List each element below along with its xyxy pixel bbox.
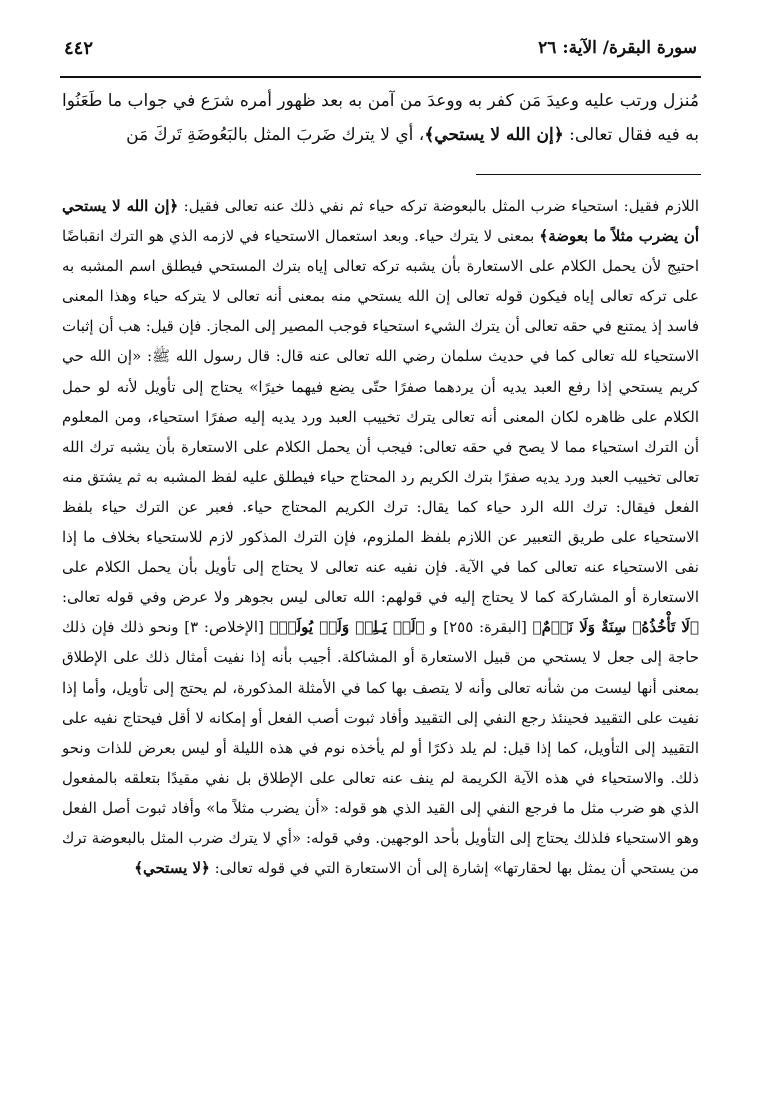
surah-title: سورة البقرة/ الآية: ٢٦ [538,38,697,58]
footnote-separator [476,174,701,175]
footnotes [60,191,701,883]
quran-verse: ﴿لَمۡ يَـلِدۡ وَلَمۡ يُولَدۡ﴾ [269,618,425,637]
main-text-before: مُنزل ورتب عليه وعيدَ مَن كفر به ووعدَ من آمن به بعد ظهور أمره شرَع في جواب ما طَعَنُوا به فيه فقال تعالى: [62,91,699,145]
page-header [60,26,701,78]
quran-verse: ﴿لا يستحي﴾ [134,859,210,878]
page-number: ٤٤٢ [64,38,94,59]
main-paragraph [62,84,699,152]
footnote-text: [الإخلاص: ٣] ونحو ذلك فإن ذلك حاجة إلى جعل لا يستحي من قبيل الاستعارة أو المشاكلة. أجيب بأنه إذا نفيت أمثال ذلك على الإطلاق بمعنى أنها ليست من شأنه تعالى وأنه لا يتصف بها كما في الأمثلة المذكورة، لم يحتج إلى تأويل، وأما إذا نفيت على التقييد فحينئذ رجع النفي إلى التقييد وأفاد ثبوت أصب الفعل أو إمكانه لا أقل فيحتاج نفيه على التقييد إلى التأويل، كما إذا قيل: لم يلد ذكرًا أو لم يأخذه نوم في هذه الليلة أو ليس بعرض للذات ونحو ذلك. والاستحياء في هذه الآية الكريمة لم ينف عنه تعالى على الإطلاق بل نفي مقيدًا بتعلقه بالمفعول الذي هو ضرب مثل ما فرجع النفي إلى القيد الذي هو قوله: «أن يضرب مثلاً ما» وأفاد ثبوت أصل الفعل وهو الاستحياء فلذلك يحتاج إلى التأويل بأحد الوجهين. وفي قوله: «أي لا يترك ضرب المثل بالبعوضة ترك من يستحي أن يمثل بها لحقارتها» إشارة إلى أن الاستعارة التي في قوله تعالى: [62,618,699,878]
quran-verse: ﴿إن الله لا يستحي﴾ [424,125,564,145]
footnote-paragraph [62,191,699,883]
quran-verse: ﴿إن الله لا يستحي أن يضرب مثلاً ما بعوضة﴾ [62,197,700,246]
book-page [0,26,759,1113]
main-text [60,84,701,152]
footnote-text: [البقرة: ٢٥٥] و [424,618,533,637]
main-text-after: ، أي لا يترك ضَربَ المثل بالبَعُوضَةِ تَركَ مَن [126,125,425,145]
footnote-text: اللازم فقيل: استحياء ضرب المثل بالبعوضة تركه حياء ثم نفي ذلك عنه تعالى فقيل: [178,197,699,215]
footnote-text: بمعنى لا يترك حياء. وبعد استعمال الاستحياء في لازمه الذي هو الترك انقباضًا احتيج لأن يحمل الكلام على الاستعارة بأن يشبه تركه تعالى إياه بترك المستحي فيطلق اسم المشبه به على تركه تعالى إياه فيكون قوله تعالى إن الله يستحي منه بمعنى أنه تعالى لا يتركه حياء وهذا المعنى فاسد إذ يمتنع في حقه تعالى أن يترك الشيء استحياء فوجب المصير إلى المجاز. فإن قيل: هب أن إثبات الاستحياء لله تعالى كما في حديث سلمان رضي الله تعالى عنه قال: قال رسول الله ﷺ: «إن الله حي كريم يستحي إذا رفع العبد يديه أن يردهما صفرًا حتّى يضع فيهما خيرًا» يحتاج إلى تأويل لأنه لو حمل الكلام على ظاهره لكان المعنى أنه تعالى يترك تخييب العبد ورد يديه إليه صفرًا استحياء، ومن المعلوم أن الترك استحياء مما لا يصح في حقه تعالى: فيجب أن يحمل الكلام على الاستعارة بأن يشبه ترك الله تعالى تخييب العبد ورد يديه صفرًا بترك الكريم رد المحتاج حياء فيطلق عليه لفظ المشبه به ثم يشتق منه الفعل فيقال: ترك الله الرد حياء كما يقال: ترك الكريم المحتاج حياء. فعبر عن الترك حياء بلفظ الاستحياء على طريق التعبير عن اللازم بلفظ الملزوم، فإن الترك المذكور لازم للاستحياء بخلاف ما إذا نفى الاستحياء عنه تعالى كما في الآية. فإن نفيه عنه تعالى لا يحتاج إلى تأويل بأن يحمل الكلام على الاستعارة أو المشاركة كما لا يحتاج إليه في قولهم: الله تعالى ليس بجوهر ولا عرض وفي قوله تعالى: [62,227,699,607]
quran-verse: ﴿لَا تَأْخُذُهُۥ سِنَةٌ وَلَا نَوۡمٌ﴾ [532,618,699,637]
